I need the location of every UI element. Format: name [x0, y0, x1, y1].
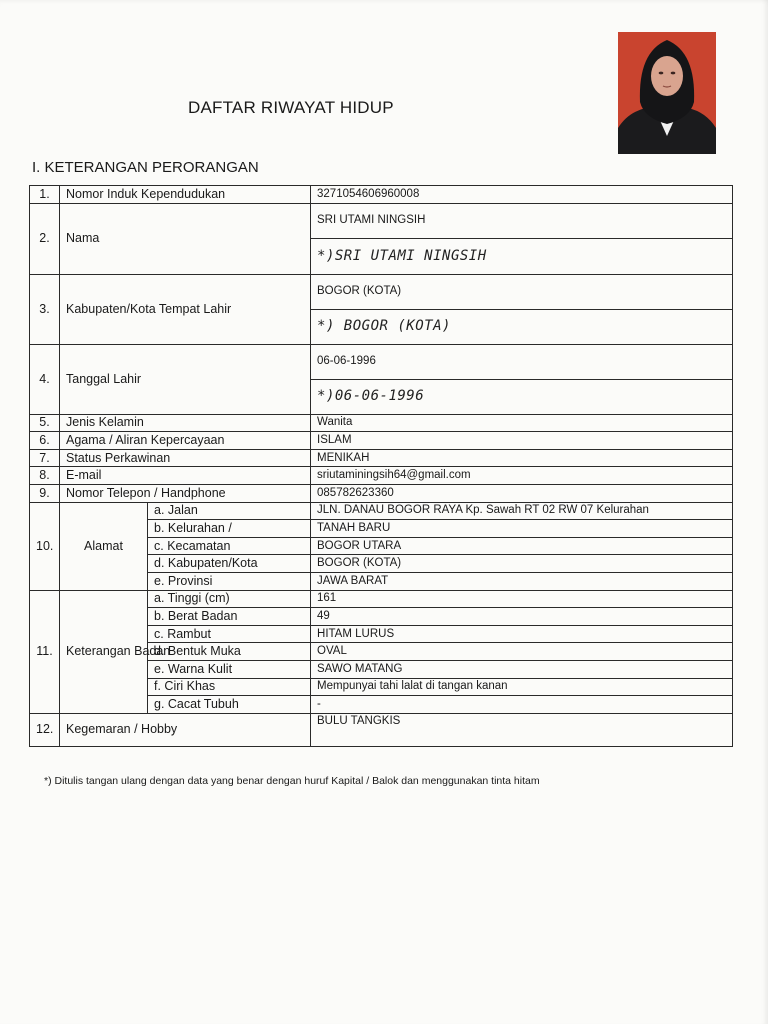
table-row [30, 186, 733, 204]
field-label: Tanggal Lahir [60, 344, 311, 414]
row-number: 8. [30, 467, 60, 485]
sub-label: d. Bentuk Muka [148, 643, 311, 661]
sub-value: BOGOR UTARA [311, 537, 733, 555]
sub-value: - [311, 696, 733, 714]
sub-label: f. Ciri Khas [148, 678, 311, 696]
biodata-table [29, 185, 733, 747]
field-value: Wanita [311, 414, 733, 432]
sub-value: OVAL [311, 643, 733, 661]
row-number: 7. [30, 449, 60, 467]
handwritten-value: *) BOGOR (KOTA) [311, 309, 733, 344]
sub-label: b. Kelurahan / [148, 520, 311, 538]
group-label: Alamat [60, 502, 148, 590]
sub-value: JAWA BARAT [311, 572, 733, 590]
sub-value: 49 [311, 608, 733, 626]
sub-value: BOGOR (KOTA) [311, 555, 733, 573]
sub-value: SAWO MATANG [311, 660, 733, 678]
handwritten-value: *)SRI UTAMI NINGSIH [311, 239, 733, 275]
table-row [30, 449, 733, 467]
phone-value: 085782623360 [311, 484, 733, 502]
row-number: 3. [30, 274, 60, 344]
field-label: Nomor Telepon / Handphone [60, 484, 311, 502]
sub-value: 161 [311, 590, 733, 608]
row-number: 4. [30, 344, 60, 414]
field-label: Jenis Kelamin [60, 414, 311, 432]
table-row [30, 713, 733, 746]
field-value: SRI UTAMI NINGSIH [311, 203, 733, 239]
row-number: 2. [30, 203, 60, 274]
sub-label: e. Provinsi [148, 572, 311, 590]
field-value: BOGOR (KOTA) [311, 274, 733, 309]
row-number: 9. [30, 484, 60, 502]
sub-value: Mempunyai tahi lalat di tangan kanan [311, 678, 733, 696]
row-number: 1. [30, 186, 60, 204]
sub-label: c. Rambut [148, 625, 311, 643]
group-label: Keterangan Badan [60, 590, 148, 713]
field-value: ISLAM [311, 432, 733, 450]
sub-label: c. Kecamatan [148, 537, 311, 555]
sub-label: e. Warna Kulit [148, 660, 311, 678]
sub-value: HITAM LURUS [311, 625, 733, 643]
sub-value: TANAH BARU [311, 520, 733, 538]
table-row [30, 467, 733, 485]
table-row [30, 414, 733, 432]
field-value: BULU TANGKIS [311, 713, 733, 746]
sub-label: a. Tinggi (cm) [148, 590, 311, 608]
table-row [30, 344, 733, 379]
field-label: Kabupaten/Kota Tempat Lahir [60, 274, 311, 344]
table-row [30, 590, 733, 608]
section-heading: I. KETERANGAN PERORANGAN [32, 159, 259, 176]
sub-label: d. Kabupaten/Kota [148, 555, 311, 573]
row-number: 5. [30, 414, 60, 432]
row-number: 12. [30, 713, 60, 746]
email-value: sriutaminingsih64@gmail.com [311, 467, 733, 485]
sub-label: g. Cacat Tubuh [148, 696, 311, 714]
field-value: 06-06-1996 [311, 344, 733, 379]
table-row [30, 502, 733, 520]
sub-value: JLN. DANAU BOGOR RAYA Kp. Sawah RT 02 RW 07 Kelurahan [311, 502, 733, 520]
table-row [30, 274, 733, 309]
row-number: 11. [30, 590, 60, 713]
table-row [30, 203, 733, 239]
field-label: Status Perkawinan [60, 449, 311, 467]
field-label: E-mail [60, 467, 311, 485]
table-row [30, 484, 733, 502]
sub-label: a. Jalan [148, 502, 311, 520]
page-title: DAFTAR RIWAYAT HIDUP [188, 98, 394, 117]
table-row [30, 432, 733, 450]
field-label: Nomor Induk Kependudukan [60, 186, 311, 204]
sub-label: b. Berat Badan [148, 608, 311, 626]
profile-photo [618, 32, 716, 154]
row-number: 6. [30, 432, 60, 450]
footnote: *) Ditulis tangan ulang dengan data yang benar dengan huruf Kapital / Balok dan menggunakan tinta hitam [44, 775, 540, 787]
field-label: Nama [60, 203, 311, 274]
handwritten-value: *)06-06-1996 [311, 379, 733, 414]
field-label: Kegemaran / Hobby [60, 713, 311, 746]
field-value: MENIKAH [311, 449, 733, 467]
field-value: 3271054606960008 [311, 186, 733, 204]
field-label: Agama / Aliran Kepercayaan [60, 432, 311, 450]
row-number: 10. [30, 502, 60, 590]
